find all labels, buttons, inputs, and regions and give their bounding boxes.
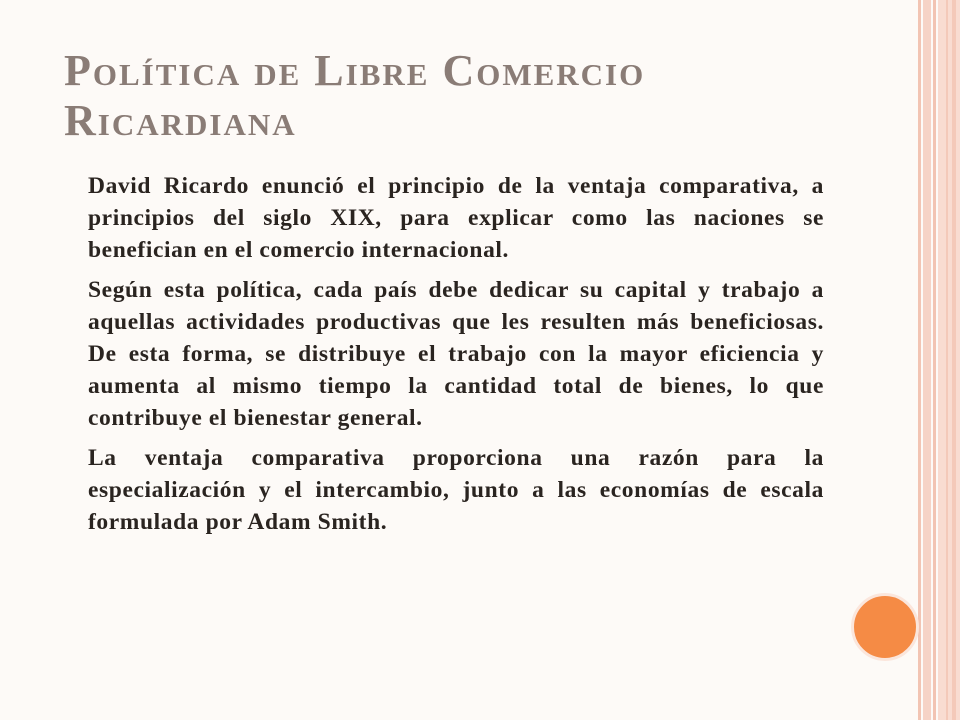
- decorative-stripe: [918, 0, 921, 720]
- accent-circle: [851, 593, 919, 661]
- decorative-stripe: [923, 0, 931, 720]
- decorative-stripe: [933, 0, 936, 720]
- paragraph: Según esta política, cada país debe dedicar su capital y trabajo a aquellas actividades productivas que les resulten más beneficiosas. De esta forma, se distribuye el trabajo con la mayor eficiencia y aumenta al mismo tiempo la cantidad total de bienes, lo que contribuye el bienestar general.: [88, 277, 824, 431]
- paragraph: David Ricardo enunció el principio de la ventaja comparativa, a principios del siglo XIX, para explicar como las naciones se benefician en el comercio internacional.: [88, 173, 824, 263]
- slide-title: Política de Libre Comercio Ricardiana: [64, 46, 646, 145]
- decorative-stripe: [938, 0, 960, 720]
- decorative-stripe: [946, 0, 948, 720]
- slide-body: [88, 170, 824, 546]
- decorative-stripe: [952, 0, 956, 720]
- paragraph: La ventaja comparativa proporciona una razón para la especialización y el intercambio, junto a las economías de escala formulada por Adam Smith.: [88, 445, 824, 535]
